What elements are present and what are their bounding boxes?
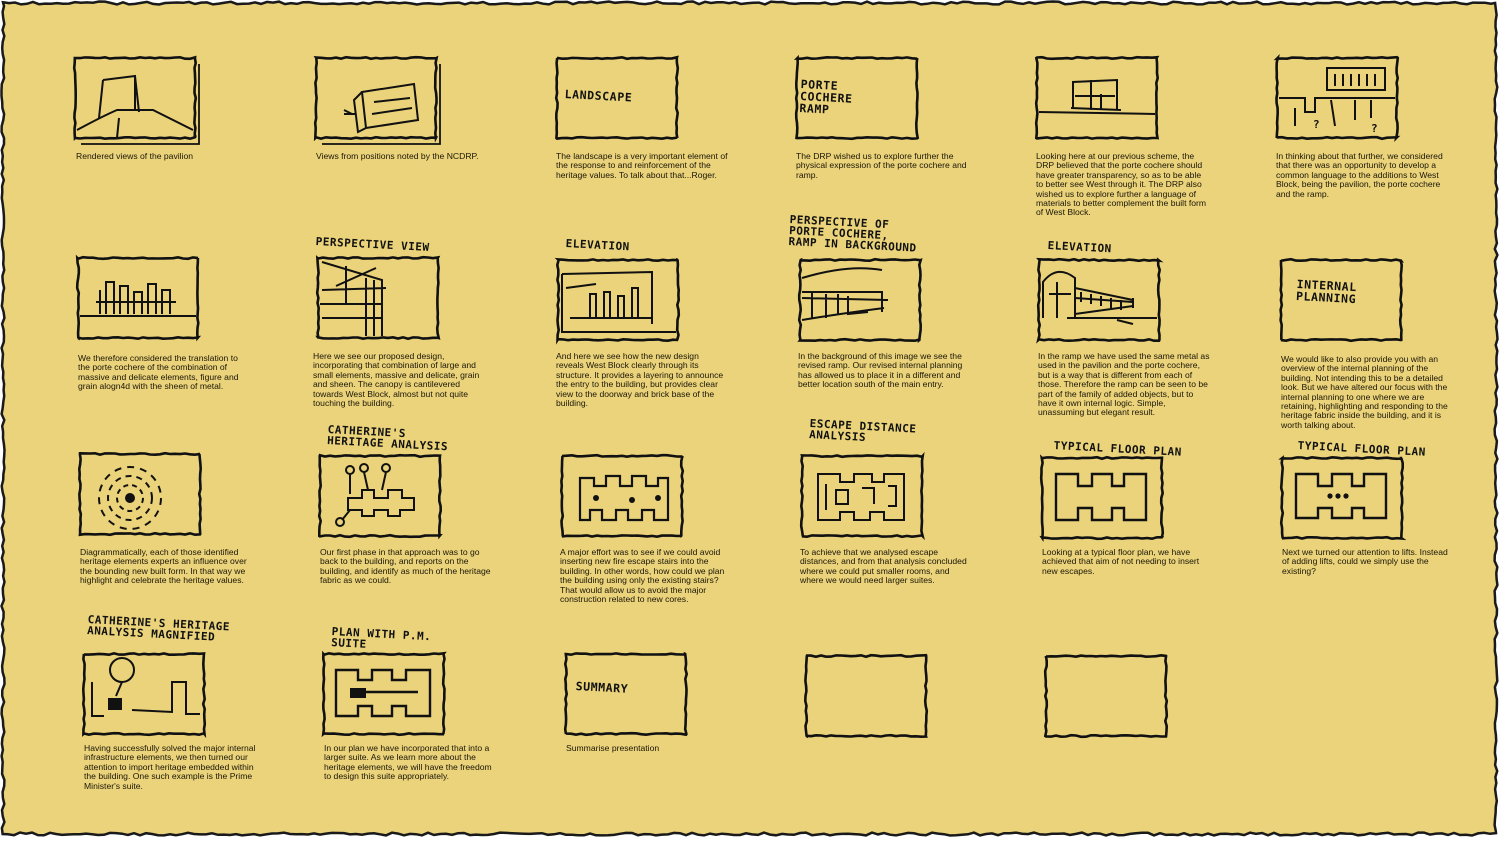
sketch-frame-ncdrp-views [314, 56, 438, 140]
caption-r1c2: Views from positions noted by the NCDRP. [316, 151, 479, 161]
sketch-frame-heritage-influence [78, 452, 202, 536]
sketch-drawing-previous-scheme [1035, 56, 1159, 140]
label-typical-floor-plan-2: TYPICAL FLOOR PLAN [1297, 439, 1427, 459]
caption-r1c5: Looking here at our previous scheme, the DRP believed that the porte cochere should have greater transparency, so as to be able to better see West through it. The DRP also wished us to explore further a language of materials to better complement the built form of West Block. [1036, 151, 1207, 218]
label-typical-floor-plan-1: TYPICAL FLOOR PLAN [1053, 439, 1183, 459]
sketch-frame-typical-floor-plan-2 [1280, 456, 1404, 540]
sketch-drawing-massive-delicate [76, 256, 200, 340]
sketch-frame-border [1044, 654, 1168, 738]
sketch-drawing-heritage-influence [78, 452, 202, 536]
sketch-drawing-views [314, 56, 438, 140]
label-plan-with-pm-suite: PLAN WITH P.M. SUITE [330, 625, 432, 651]
label-heritage-analysis-magnified: CATHERINE'S HERITAGE ANALYSIS MAGNIFIED [86, 613, 231, 644]
sketch-frame-perspective-view [316, 256, 440, 340]
sketch-frame-summary [564, 652, 688, 736]
sketch-frame-rendered-views [73, 56, 197, 140]
caption-r3c2: Our first phase in that approach was to go back to the building, and reports on the building, and identify as much of the heritage fabric as we could. [320, 547, 491, 586]
sketch-frame-heritage-magnified [82, 652, 206, 736]
caption-r3c4: To achieve that we analysed escape distances, and from that analysis concluded where we could put smaller rooms, and where we would need larger suites. [800, 547, 967, 586]
caption-r2c5: In the ramp we have used the same metal as used in the pavilion and the porte cochere, but is a way that is different from each of those. Therefore the ramp can be seen to be part of the family of added objects, but to have it own internal logic. Simple, unassuming but elegant result. [1038, 351, 1210, 418]
caption-r3c1: Diagrammatically, each of those identified heritage elements experts an influence over the bounding new built form. In that way we highlight and celebrate the heritage values. [80, 547, 247, 586]
caption-r3c5: Looking at a typical floor plan, we have achieved that aim of not needing to insert new escapes. [1042, 547, 1200, 576]
frame-title-summary: SUMMARY [575, 679, 629, 696]
sketch-frame-plan-pm-suite [322, 652, 446, 736]
label-perspective-view: PERSPECTIVE VIEW [315, 235, 430, 254]
sketch-frame-previous-scheme [1035, 56, 1159, 140]
caption-r1c6: In thinking about that further, we considered that there was an opportunity to develop a common language to the additions to West Block, being the pavilion, the porte cochere and the ramp. [1276, 151, 1443, 199]
sketch-frame-typical-floor-plan-1 [1040, 456, 1164, 540]
sketch-drawing-elevation-ramp [1037, 258, 1161, 342]
label-elevation-1: ELEVATION [565, 237, 631, 254]
frame-title-landscape: LANDSCAPE [564, 87, 633, 105]
sketch-frame-escape-distance [800, 454, 924, 538]
sketch-frame-massive-delicate [76, 256, 200, 340]
svg-text:?: ? [1371, 122, 1378, 135]
sketch-drawing-perspective-porte-cochere [798, 258, 922, 342]
label-elevation-2: ELEVATION [1047, 239, 1113, 256]
sketch-frame-elevation-1 [556, 258, 680, 342]
caption-r4c2: In our plan we have incorporated that into a larger suite. As we learn more about the heritage elements, we will have the freedom to design this suite appropriately. [324, 743, 492, 782]
caption-r1c3: The landscape is a very important element of the response to and reinforcement of the heritage values. To talk about that...Roger. [556, 151, 728, 180]
label-perspective-porte-cochere: PERSPECTIVE OF PORTE COCHERE, RAMP IN BACKGROUND [788, 213, 917, 255]
sketch-drawing-perspective-view [316, 256, 440, 340]
caption-r1c4: The DRP wished us to explore further the physical expression of the porte cochere and ramp. [796, 151, 967, 180]
sketch-drawing-escape-distance [800, 454, 924, 538]
label-catherines-heritage-analysis: CATHERINE'S HERITAGE ANALYSIS [326, 423, 449, 454]
sketch-drawing-typical-floor-plan-2 [1280, 456, 1404, 540]
sketch-frame-landscape [555, 56, 679, 140]
label-escape-distance-analysis: ESCAPE DISTANCE ANALYSIS [808, 417, 917, 444]
caption-r2c6: We would like to also provide you with an overview of the internal planning of the building. Not intending this to be a detailed look. But we have altered our focus with the internal planning to one where we are retaining, highlighting and responding to the heritage fabric inside the building, and it is worth talking about. [1281, 354, 1448, 430]
frame-title-internal-planning: INTERNAL PLANNING [1295, 277, 1358, 307]
sketch-drawing-pavilion [73, 56, 197, 140]
sketch-drawing-fire-escape [560, 454, 684, 538]
caption-r2c2: Here we see our proposed design, incorporating that combination of large and small elements, massive and delicate, grain and sheen. The canopy is cantilevered towards West Block, almost but not quite touching the building. [313, 351, 480, 409]
sketch-drawing-plan-pm-suite [322, 652, 446, 736]
caption-r2c3: And here we see how the new design reveals West Block clearly through its structure. It provides a layering to announce the entry to the building, but provides clear view to the doorway and brick base of the building. [556, 351, 724, 409]
sketch-drawing-elevation-1 [556, 258, 680, 342]
sketch-frame-internal-planning [1279, 258, 1403, 342]
sketch-frame-perspective-porte-cochere [798, 258, 922, 342]
paper-background [2, 2, 1498, 836]
sketch-frame-empty-2 [1044, 654, 1168, 738]
caption-r3c6: Next we turned our attention to lifts. Instead of adding lifts, could we simply use the existing? [1282, 547, 1448, 576]
sketch-frame-fire-escape [560, 454, 684, 538]
caption-r2c4: In the background of this image we see the revised ramp. Our revised internal planning has allowed us to place it in a different and better location south of the main entry. [798, 351, 963, 390]
caption-r1c1: Rendered views of the pavilion [76, 151, 194, 161]
caption-r3c3: A major effort was to see if we could avoid inserting new fire escape stairs into the building. In other words, how could we plan the building using only the existing stairs? That would allow us to avoid the major construction related to new cores. [560, 547, 725, 605]
sketch-drawing-common-language [1275, 56, 1399, 140]
sketch-frame-heritage-analysis [318, 454, 442, 538]
svg-text:?: ? [1313, 118, 1320, 131]
caption-r4c3: Summarise presentation [566, 743, 660, 753]
sketch-frame-border [804, 654, 928, 738]
caption-r2c1: We therefore considered the translation to the porte cochere of the combination of massive and delicate elements, figure and grain alogn4d with the sheen of metal. [78, 353, 239, 392]
sketch-drawing-heritage-magnified [82, 652, 206, 736]
frame-title-porte-cochere: PORTE COCHERE RAMP [799, 77, 854, 117]
sketch-frame-elevation-ramp [1037, 258, 1161, 342]
caption-r4c1: Having successfully solved the major internal infrastructure elements, we then turned our attention to import heritage embedded within the building. One such example is the Prime Minister's suite. [84, 743, 256, 791]
sketch-frame-common-language [1275, 56, 1399, 140]
sketch-drawing-heritage-analysis [318, 454, 442, 538]
sketch-frame-empty-1 [804, 654, 928, 738]
sketch-drawing-typical-floor-plan-1 [1040, 456, 1164, 540]
sketch-frame-porte-cochere [795, 56, 919, 140]
